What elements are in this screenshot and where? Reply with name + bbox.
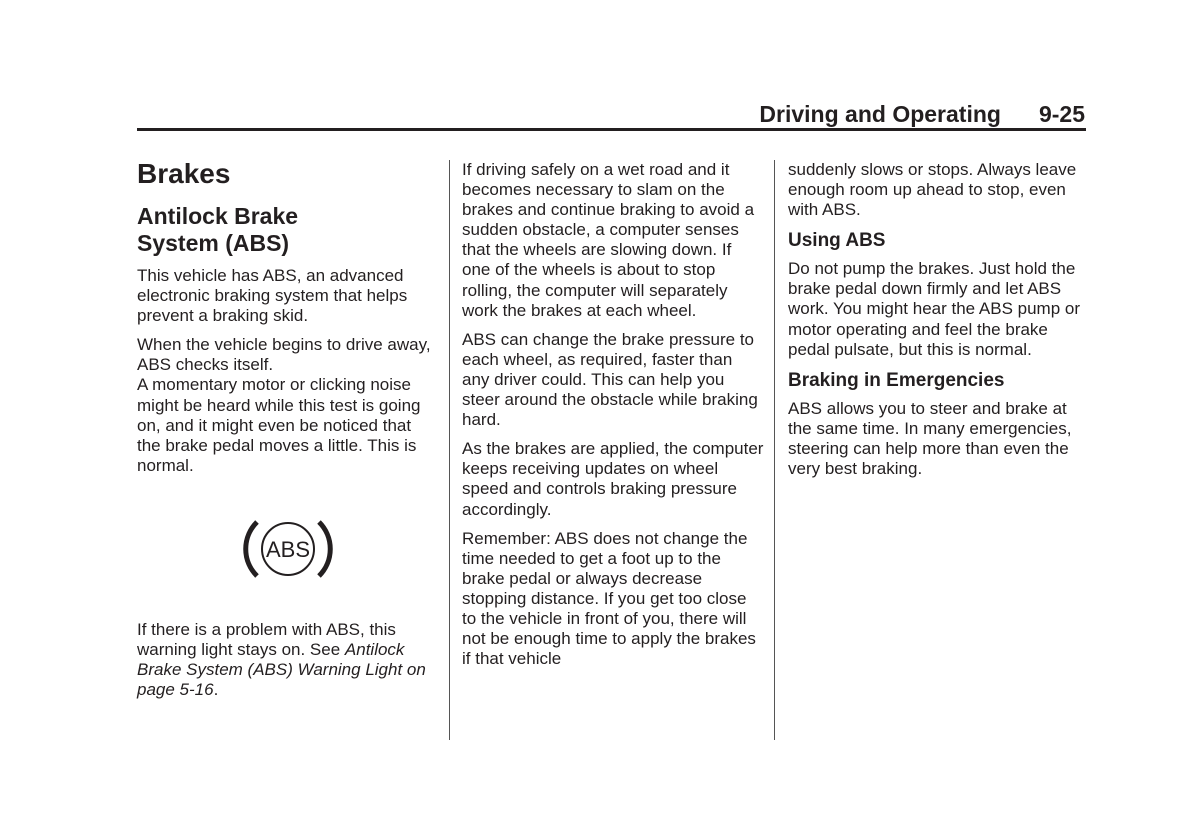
paragraph: ABS can change the brake pressure to each wheel, as required, faster than any driver could. This can help you steer around the obstacle while braking hard. <box>462 329 758 430</box>
column-divider <box>774 160 775 740</box>
text: If there is a problem with ABS, this warning light stays on. See <box>137 619 396 660</box>
section-title: Driving and Operating <box>759 101 1001 127</box>
subsection-heading: Using ABS <box>788 230 886 252</box>
paragraph: When the vehicle begins to drive away, ABS checks itself. <box>137 335 431 375</box>
paragraph: suddenly slows or stops. Always leave enough room up ahead to stop, even with ABS. <box>788 160 1077 220</box>
column-divider <box>449 160 450 740</box>
paragraph: Remember: ABS does not change the time needed to get a foot up to the brake pedal or always decrease stopping distance. If you get too close to the vehicle in front of you, there will not be enough time to apply the brakes if that vehicle <box>462 528 756 669</box>
column-2 <box>462 160 764 678</box>
paragraph: A momentary motor or clicking noise might be heard while this test is going on, and it might even be noticed that the brake pedal moves a little. This is normal. <box>137 375 421 475</box>
subsection-heading: Braking in Emergencies <box>788 369 1005 391</box>
header-rule <box>137 128 1086 131</box>
paragraph: Do not pump the brakes. Just hold the brake pedal down firmly and let ABS work. You might hear the ABS pump or motor operating and feel the brake pedal pulsate, but this is normal. <box>788 259 1081 359</box>
abs-icon-label: ABS <box>265 536 311 562</box>
paragraph <box>137 620 439 700</box>
text: . <box>213 680 219 700</box>
section-heading: Brakes <box>137 158 231 189</box>
abs-warning-light-icon <box>137 516 439 582</box>
paragraph: This vehicle has ABS, an advanced electronic braking system that helps prevent a braking skid. <box>137 266 408 326</box>
column-1 <box>137 158 439 709</box>
cross-reference-link[interactable]: Antilock Brake System (ABS) Warning Light on page 5-16 <box>137 640 426 700</box>
page-number: 9-25 <box>1038 101 1085 127</box>
column-3 <box>788 160 1090 488</box>
running-header <box>600 101 1085 128</box>
paragraph: ABS allows you to steer and brake at the same time. In many emergencies, steering can help more than even the very best braking. <box>788 398 1072 479</box>
paragraph: As the brakes are applied, the computer keeps receiving updates on wheel speed and controls braking pressure accordingly. <box>462 439 764 519</box>
paragraph: If driving safely on a wet road and it becomes necessary to slam on the brakes and continue braking to avoid a sudden obstacle, a computer senses that the wheels are slowing down. If one of the wheels is about to stop rolling, the computer will separately work the brakes at each wheel. <box>462 160 755 320</box>
subsection-heading <box>137 203 439 257</box>
heading-line: Antilock Brake <box>137 203 299 229</box>
heading-line: System (ABS) <box>137 230 290 256</box>
